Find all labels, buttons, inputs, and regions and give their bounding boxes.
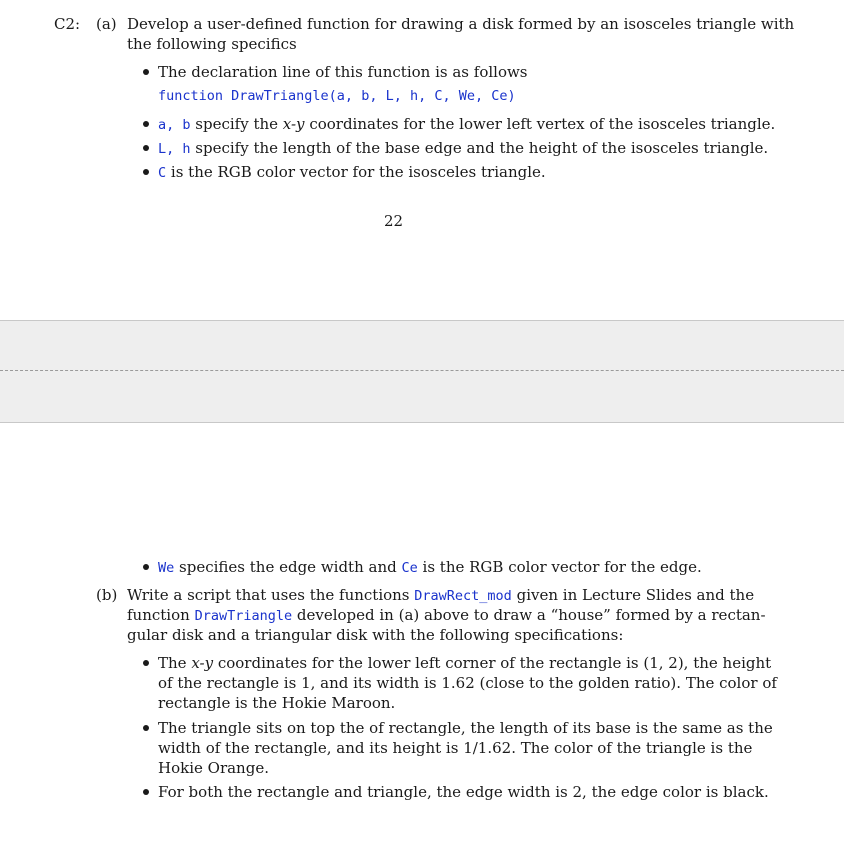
spec-triangle-line-2: width of the rectangle, and its height is 1/1.62. The color of the triangle is the — [158, 739, 753, 757]
part-b-line-3: gular disk and a triangular disk with the following specifications: — [127, 626, 624, 644]
page-gap — [0, 320, 844, 423]
text: coordinates for the lower left vertex of the isosceles triangle. — [304, 115, 776, 133]
spec-triangle-line-3: Hokie Orange. — [158, 759, 269, 777]
part-b-label: (b) — [96, 586, 118, 604]
part-a-line-1: Develop a user-defined function for drawing a disk formed by an isosceles triangle with — [127, 15, 795, 33]
text: specifies the edge width and — [174, 558, 402, 576]
code-drawrect-mod: DrawRect_mod — [414, 588, 512, 604]
spec-rectangle-line-2: of the rectangle is 1, and its width is 1.62 (close to the golden ratio). The color of — [158, 674, 777, 692]
text: is the RGB color vector for the edge. — [417, 558, 702, 576]
part-b-line-1 — [127, 585, 754, 606]
part-a-label: (a) — [96, 15, 117, 33]
bullet-ab-coordinates — [158, 114, 775, 135]
bullet-marker — [143, 169, 149, 175]
text: The — [158, 654, 192, 672]
part-a-line-2: the following specifics — [127, 35, 297, 53]
bullet-we-ce — [158, 557, 702, 578]
bullet-declaration-text: The declaration line of this function is as follows — [158, 63, 528, 81]
math-x-y: x-y — [282, 115, 305, 133]
spec-rectangle-line-1 — [158, 653, 771, 673]
bullet-marker — [143, 725, 149, 731]
bullet-marker — [143, 789, 149, 795]
text: developed in (a) above to draw a “house” formed by a rectan- — [292, 606, 766, 624]
declaration-code-line: function DrawTriangle(a, b, L, h, C, We, Ce) — [158, 88, 516, 104]
spec-edge-line: For both the rectangle and triangle, the edge width is 2, the edge color is black. — [158, 783, 769, 801]
code-ce: Ce — [401, 560, 418, 576]
code-c: C — [158, 165, 167, 181]
bullet-c-color — [158, 162, 546, 183]
bullet-marker — [143, 660, 149, 666]
problem-label: C2: — [54, 15, 81, 33]
text: coordinates for the lower left corner of the rectangle is (1, 2), the height — [213, 654, 772, 672]
part-b-line-2 — [127, 605, 766, 626]
bullet-marker — [143, 145, 149, 151]
spec-rectangle-line-3: rectangle is the Hokie Maroon. — [158, 694, 396, 712]
text: specify the length of the base edge and the height of the isosceles triangle. — [190, 139, 769, 157]
bullet-l-h — [158, 138, 768, 159]
text: function — [127, 606, 195, 624]
bullet-marker — [143, 121, 149, 127]
page-number: 22 — [384, 212, 404, 230]
page-break-line — [0, 370, 844, 371]
text: specify the — [190, 115, 283, 133]
code-l-h: L, h — [158, 141, 191, 157]
text: Write a script that uses the functions — [127, 586, 415, 604]
code-we: We — [158, 560, 175, 576]
text: given in Lecture Slides and the — [511, 586, 755, 604]
bullet-marker — [143, 69, 149, 75]
spec-triangle-line-1: The triangle sits on top the of rectangle, the length of its base is the same as the — [158, 719, 773, 737]
math-x-y: x-y — [191, 654, 214, 672]
text: is the RGB color vector for the isosceles triangle. — [166, 163, 546, 181]
bullet-marker — [143, 564, 149, 570]
code-drawtriangle: DrawTriangle — [194, 608, 293, 624]
code-a-b: a, b — [158, 117, 191, 133]
